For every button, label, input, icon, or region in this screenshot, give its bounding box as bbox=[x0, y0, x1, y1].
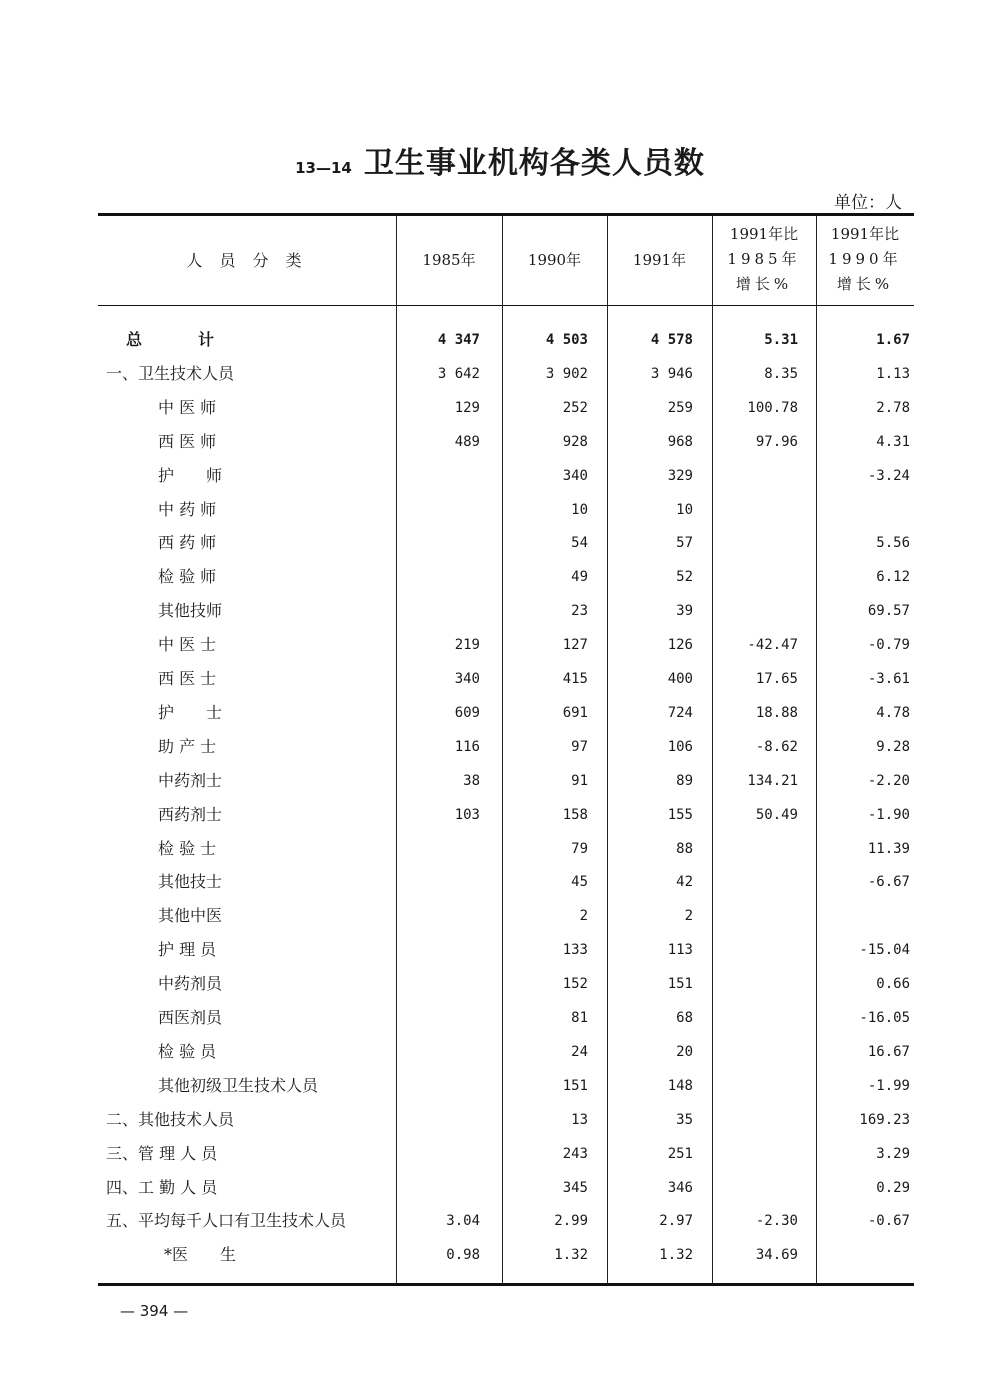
row-label: 检 验 员 bbox=[158, 1041, 217, 1061]
cell-1990: 127 bbox=[562, 637, 588, 654]
row-label: 二、其他技术人员 bbox=[106, 1109, 235, 1129]
cell-1991: 346 bbox=[667, 1179, 693, 1196]
cell-1991: 126 bbox=[667, 637, 693, 654]
row-label: 护 理 员 bbox=[158, 940, 217, 960]
header-line: 增长% bbox=[836, 275, 894, 293]
row-label: 四、工 勤 人 员 bbox=[106, 1177, 218, 1197]
cell-growth-1985: 97.96 bbox=[755, 433, 798, 450]
cell-growth-1990: -0.79 bbox=[867, 637, 910, 654]
table-row bbox=[98, 560, 914, 594]
cell-growth-1990: 1.13 bbox=[876, 365, 910, 382]
cell-1990: 24 bbox=[571, 1043, 588, 1060]
cell-1985: 129 bbox=[454, 399, 480, 416]
cell-1991: 251 bbox=[667, 1145, 693, 1162]
row-label: 西药剂士 bbox=[158, 804, 223, 824]
cell-1991: 329 bbox=[667, 467, 693, 484]
cell-growth-1990: -6.67 bbox=[867, 874, 910, 891]
cell-1985: 340 bbox=[454, 671, 480, 687]
page-number: — 394 — bbox=[120, 1302, 189, 1320]
row-label: 西 医 士 bbox=[158, 669, 217, 688]
cell-growth-1985: -42.47 bbox=[747, 637, 798, 654]
cell-1991: 113 bbox=[667, 942, 693, 959]
table-row bbox=[98, 865, 914, 899]
row-label: 中 医 士 bbox=[158, 635, 217, 655]
unit-label: 单位：人 bbox=[834, 193, 902, 213]
cell-1991: 89 bbox=[676, 772, 693, 789]
cell-growth-1990: 4.31 bbox=[876, 433, 910, 450]
cell-1990: 54 bbox=[571, 535, 588, 552]
cell-1991: 724 bbox=[667, 704, 693, 721]
cell-growth-1985: 50.49 bbox=[755, 806, 798, 823]
table-row bbox=[98, 1103, 914, 1137]
row-label: 其他中医 bbox=[158, 906, 223, 926]
row-label: 其他技师 bbox=[158, 601, 223, 621]
cell-1985: 4 347 bbox=[437, 332, 480, 348]
header-rule bbox=[98, 305, 914, 306]
cell-growth-1990: -3.61 bbox=[867, 671, 910, 687]
row-label: 西医剂员 bbox=[158, 1008, 223, 1027]
cell-1990: 252 bbox=[562, 399, 588, 416]
row-label: 中药剂员 bbox=[158, 974, 223, 994]
cell-growth-1990: 0.29 bbox=[876, 1179, 910, 1196]
row-label: *医 生 bbox=[164, 1245, 237, 1265]
cell-1990: 152 bbox=[562, 976, 588, 993]
cell-1991: 1.32 bbox=[659, 1247, 693, 1264]
cell-1991: 2 bbox=[684, 908, 693, 925]
cell-1985: 103 bbox=[454, 806, 480, 823]
header-line: 1991年比 bbox=[729, 225, 799, 243]
cell-growth-1985: 5.31 bbox=[764, 332, 798, 348]
row-label: 护 士 bbox=[158, 702, 223, 722]
cell-1990: 151 bbox=[562, 1077, 588, 1094]
table-row bbox=[98, 1171, 914, 1205]
table-row bbox=[98, 391, 914, 425]
table-row bbox=[98, 323, 914, 357]
cell-1991: 400 bbox=[667, 671, 693, 687]
cell-growth-1990: 1.67 bbox=[876, 332, 910, 348]
header-line: 增长% bbox=[735, 275, 793, 293]
cell-1991: 155 bbox=[667, 806, 693, 823]
cell-1990: 415 bbox=[562, 671, 588, 687]
table-row bbox=[98, 594, 914, 628]
cell-1985: 3.04 bbox=[446, 1213, 480, 1230]
table-row bbox=[98, 1035, 914, 1069]
table-row bbox=[98, 459, 914, 493]
table-row bbox=[98, 357, 914, 391]
table-row bbox=[98, 425, 914, 459]
table-row bbox=[98, 1204, 914, 1238]
header-growth-vs-1985 bbox=[712, 222, 816, 297]
cell-1990: 3 902 bbox=[545, 365, 588, 382]
cell-1990: 2.99 bbox=[554, 1213, 588, 1230]
cell-growth-1990: 69.57 bbox=[867, 603, 910, 620]
table-row bbox=[98, 899, 914, 933]
cell-growth-1985: 34.69 bbox=[755, 1247, 798, 1264]
cell-1991: 2.97 bbox=[659, 1213, 693, 1230]
cell-growth-1990: 169.23 bbox=[859, 1111, 910, 1128]
cell-1990: 2 bbox=[579, 908, 588, 925]
cell-1991: 151 bbox=[667, 976, 693, 993]
bottom-rule bbox=[98, 1283, 914, 1286]
cell-growth-1990: -2.20 bbox=[867, 772, 910, 789]
row-label: 五、平均每千人口有卫生技术人员 bbox=[106, 1211, 347, 1231]
cell-1991: 39 bbox=[676, 603, 693, 620]
header-line: 1990年 bbox=[828, 250, 902, 268]
cell-1985: 3 642 bbox=[437, 365, 480, 382]
cell-growth-1990: 9.28 bbox=[876, 738, 910, 755]
table-row bbox=[98, 1137, 914, 1171]
cell-1991: 20 bbox=[676, 1043, 693, 1060]
cell-1990: 91 bbox=[571, 772, 588, 789]
cell-growth-1985: 18.88 bbox=[755, 704, 798, 721]
cell-1990: 158 bbox=[562, 806, 588, 823]
table-row bbox=[98, 832, 914, 866]
page-title bbox=[0, 138, 1000, 182]
cell-growth-1990: -3.24 bbox=[867, 467, 910, 484]
cell-growth-1985: 100.78 bbox=[747, 399, 798, 416]
cell-growth-1990: -0.67 bbox=[867, 1213, 910, 1230]
table-row bbox=[98, 696, 914, 730]
cell-growth-1990: 16.67 bbox=[867, 1043, 910, 1060]
table-row bbox=[98, 798, 914, 832]
cell-growth-1985: -8.62 bbox=[755, 738, 798, 755]
row-label: 西 医 师 bbox=[158, 431, 217, 451]
row-label: 检 验 士 bbox=[158, 838, 217, 858]
cell-1990: 1.32 bbox=[554, 1247, 588, 1264]
cell-1991: 42 bbox=[676, 874, 693, 891]
cell-growth-1990: 11.39 bbox=[867, 840, 910, 857]
row-label: 其他初级卫生技术人员 bbox=[158, 1075, 319, 1095]
table-row bbox=[98, 526, 914, 560]
row-label: 中药剂士 bbox=[158, 770, 223, 790]
cell-1985: 116 bbox=[454, 738, 480, 755]
row-label: 助 产 士 bbox=[158, 736, 217, 756]
table-row bbox=[98, 1238, 914, 1272]
cell-1985: 489 bbox=[454, 433, 480, 450]
table-row bbox=[98, 967, 914, 1001]
cell-growth-1990: -1.90 bbox=[867, 806, 910, 823]
cell-1990: 79 bbox=[571, 840, 588, 857]
row-label: 一、卫生技术人员 bbox=[106, 363, 235, 383]
table-number: 13—14 bbox=[295, 159, 352, 177]
cell-1990: 45 bbox=[571, 874, 588, 891]
cell-1990: 345 bbox=[562, 1179, 588, 1196]
cell-1990: 243 bbox=[562, 1145, 588, 1162]
table-title: 卫生事业机构各类人员数 bbox=[363, 146, 705, 181]
cell-1985: 0.98 bbox=[446, 1247, 480, 1264]
cell-1991: 968 bbox=[667, 433, 693, 450]
cell-1991: 35 bbox=[676, 1111, 693, 1128]
cell-growth-1985: 8.35 bbox=[764, 365, 798, 382]
header-category: 人 员 分 类 bbox=[186, 251, 308, 270]
cell-1985: 38 bbox=[463, 772, 480, 789]
cell-1990: 340 bbox=[562, 467, 588, 484]
row-label: 中 药 师 bbox=[158, 499, 217, 519]
cell-growth-1990: 2.78 bbox=[876, 399, 910, 416]
cell-1990: 97 bbox=[571, 738, 588, 755]
table-row bbox=[98, 1069, 914, 1103]
table-row bbox=[98, 1001, 914, 1035]
row-label: 西 药 师 bbox=[158, 533, 217, 553]
header-1990: 1990年 bbox=[527, 251, 582, 269]
cell-1990: 13 bbox=[571, 1111, 588, 1128]
cell-1990: 23 bbox=[571, 603, 588, 620]
row-label: 护 师 bbox=[158, 465, 223, 485]
table-row bbox=[98, 628, 914, 662]
cell-1991: 10 bbox=[676, 501, 693, 518]
cell-1991: 106 bbox=[667, 738, 693, 755]
cell-growth-1985: 134.21 bbox=[747, 772, 798, 789]
cell-1991: 88 bbox=[676, 840, 693, 857]
cell-growth-1990: -15.04 bbox=[859, 942, 910, 959]
cell-growth-1990: 5.56 bbox=[876, 535, 910, 552]
cell-1985: 219 bbox=[454, 637, 480, 654]
header-1985: 1985年 bbox=[422, 251, 476, 269]
row-label: 其他技士 bbox=[158, 872, 223, 892]
cell-1991: 57 bbox=[676, 535, 693, 552]
cell-1990: 81 bbox=[571, 1010, 588, 1026]
cell-1991: 68 bbox=[676, 1010, 693, 1026]
cell-1991: 259 bbox=[667, 399, 693, 416]
table-row bbox=[98, 933, 914, 967]
cell-1990: 4 503 bbox=[545, 332, 588, 348]
cell-growth-1990: -16.05 bbox=[859, 1010, 910, 1026]
cell-growth-1985: 17.65 bbox=[755, 671, 798, 687]
cell-growth-1990: -1.99 bbox=[867, 1077, 910, 1094]
row-label: 检 验 师 bbox=[158, 567, 217, 587]
cell-growth-1985: -2.30 bbox=[755, 1213, 798, 1230]
cell-1990: 10 bbox=[571, 501, 588, 518]
header-1991: 1991年 bbox=[632, 251, 687, 269]
row-label: 三、管 理 人 员 bbox=[106, 1143, 218, 1163]
table-row bbox=[98, 662, 914, 696]
cell-1991: 3 946 bbox=[650, 365, 693, 382]
cell-1990: 928 bbox=[562, 433, 588, 450]
cell-growth-1990: 4.78 bbox=[876, 704, 910, 721]
top-rule bbox=[98, 213, 914, 216]
cell-1991: 148 bbox=[667, 1077, 693, 1094]
header-growth-vs-1990 bbox=[816, 222, 914, 297]
cell-growth-1990: 0.66 bbox=[876, 976, 910, 993]
cell-1990: 691 bbox=[562, 704, 588, 721]
row-label: 总 计 bbox=[126, 330, 217, 349]
cell-1990: 49 bbox=[571, 569, 588, 586]
cell-1985: 609 bbox=[454, 704, 480, 721]
table-row bbox=[98, 493, 914, 527]
row-label: 中 医 师 bbox=[158, 397, 217, 417]
header-line: 1985年 bbox=[727, 250, 801, 268]
table-row bbox=[98, 730, 914, 764]
cell-1990: 133 bbox=[562, 942, 588, 959]
header-line: 1991年比 bbox=[830, 225, 900, 243]
cell-growth-1990: 3.29 bbox=[876, 1145, 910, 1162]
cell-1991: 4 578 bbox=[650, 332, 693, 348]
cell-growth-1990: 6.12 bbox=[876, 569, 910, 586]
cell-1991: 52 bbox=[676, 569, 693, 586]
table-row bbox=[98, 764, 914, 798]
